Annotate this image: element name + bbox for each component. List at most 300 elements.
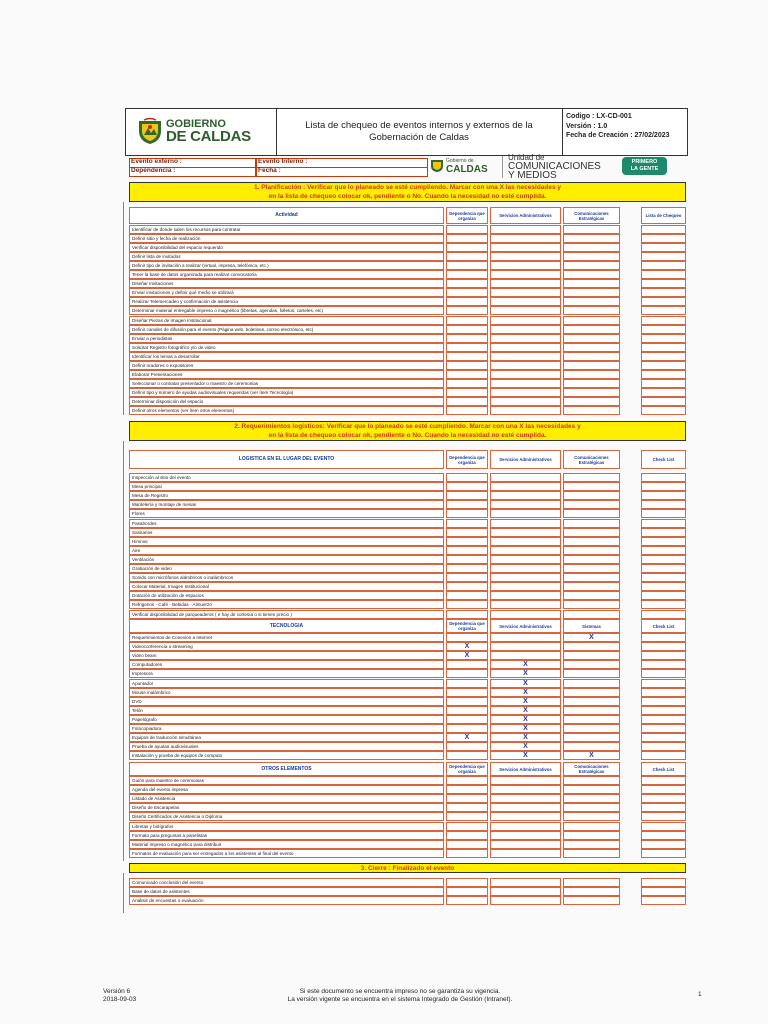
mark-cell[interactable] <box>563 352 620 361</box>
mark-cell[interactable] <box>563 270 620 279</box>
mark-cell[interactable] <box>563 500 620 509</box>
mark-cell[interactable] <box>563 388 620 397</box>
row-label: Verificar disponibilidad de parqueaderos ( e hay de cortesía o si tienen precio ) <box>129 610 444 619</box>
checklist-cell[interactable] <box>641 325 686 334</box>
column-header: Servicios Administrativos <box>490 619 561 633</box>
mark-cell[interactable] <box>490 334 561 343</box>
mark-cell[interactable] <box>446 519 488 528</box>
checklist-cell[interactable] <box>641 473 686 482</box>
mark-cell[interactable] <box>446 573 488 582</box>
mark-cell[interactable] <box>446 406 488 415</box>
mark-cell[interactable] <box>490 822 561 831</box>
mark-cell[interactable] <box>446 270 488 279</box>
mark-cell[interactable] <box>563 812 620 821</box>
mark-cell[interactable] <box>446 591 488 600</box>
mark-cell[interactable] <box>490 537 561 546</box>
mark-cell[interactable] <box>563 794 620 803</box>
checklist-cell[interactable] <box>641 528 686 537</box>
mark-cell[interactable] <box>563 528 620 537</box>
mark-cell[interactable] <box>490 261 561 270</box>
mark-cell[interactable] <box>446 633 488 642</box>
coat-of-arms-icon <box>136 117 164 145</box>
checklist-cell[interactable] <box>641 776 686 785</box>
mark-cell[interactable] <box>446 528 488 537</box>
mark-cell[interactable] <box>563 573 620 582</box>
mark-cell[interactable] <box>490 519 561 528</box>
mark-cell[interactable]: X <box>490 669 561 678</box>
mark-cell[interactable] <box>446 252 488 261</box>
mark-cell[interactable] <box>563 724 620 733</box>
mark-cell[interactable] <box>490 582 561 591</box>
badge-line2: LA GENTE <box>630 165 659 172</box>
mark-cell[interactable] <box>446 482 488 491</box>
mark-cell[interactable] <box>446 822 488 831</box>
mark-cell[interactable] <box>563 370 620 379</box>
row-label: Definir tipo y número de ayudas audiovisuales requeridas (ver ítem Tecnología) <box>129 388 444 397</box>
mark-cell[interactable]: X <box>490 688 561 697</box>
mark-cell[interactable] <box>490 482 561 491</box>
org-name-big: DE CALDAS <box>166 128 251 145</box>
mark-cell[interactable] <box>563 243 620 252</box>
mark-cell[interactable] <box>446 679 488 688</box>
checklist-cell[interactable] <box>641 849 686 858</box>
mark-cell[interactable] <box>446 600 488 609</box>
mark-cell[interactable] <box>563 610 620 619</box>
checklist-cell[interactable] <box>641 582 686 591</box>
mark-cell[interactable] <box>446 397 488 406</box>
mark-cell[interactable] <box>490 379 561 388</box>
checklist-cell[interactable] <box>641 279 686 288</box>
checklist-cell[interactable] <box>641 794 686 803</box>
checklist-cell[interactable] <box>641 896 686 905</box>
mark-cell[interactable]: X <box>490 660 561 669</box>
mark-cell[interactable] <box>490 878 561 887</box>
mark-cell[interactable] <box>446 546 488 555</box>
mark-cell[interactable] <box>563 555 620 564</box>
mark-cell[interactable] <box>446 803 488 812</box>
mark-cell[interactable] <box>563 849 620 858</box>
mark-cell[interactable] <box>563 600 620 609</box>
mark-cell[interactable] <box>490 288 561 297</box>
row-label: Equipos de traducción simultánea <box>129 733 444 742</box>
mark-cell[interactable] <box>490 406 561 415</box>
mark-cell[interactable] <box>490 370 561 379</box>
mark-cell[interactable] <box>563 776 620 785</box>
mark-cell[interactable] <box>490 840 561 849</box>
table-row <box>129 546 686 555</box>
column-header: Servicios Administrativos <box>490 762 561 776</box>
table-row <box>129 651 686 660</box>
mark-cell[interactable] <box>490 270 561 279</box>
mark-cell[interactable] <box>563 546 620 555</box>
checklist-cell[interactable] <box>641 555 686 564</box>
date-field[interactable] <box>256 167 428 177</box>
checklist-cell[interactable] <box>641 537 686 546</box>
section2-border <box>123 441 124 861</box>
mark-cell[interactable] <box>563 688 620 697</box>
checklist-cell[interactable] <box>641 878 686 887</box>
mark-cell[interactable] <box>446 706 488 715</box>
mark-cell[interactable] <box>490 473 561 482</box>
mark-cell[interactable] <box>446 361 488 370</box>
checklist-cell[interactable] <box>641 688 686 697</box>
mark-cell[interactable] <box>446 537 488 546</box>
checklist-cell[interactable] <box>641 633 686 642</box>
mark-cell[interactable] <box>490 252 561 261</box>
checklist-cell[interactable] <box>641 706 686 715</box>
checklist-cell[interactable] <box>641 352 686 361</box>
mark-cell[interactable] <box>446 878 488 887</box>
mark-cell[interactable] <box>563 697 620 706</box>
mark-cell[interactable] <box>490 564 561 573</box>
mark-cell[interactable] <box>563 343 620 352</box>
mark-cell[interactable] <box>446 279 488 288</box>
mark-cell[interactable] <box>563 651 620 660</box>
mark-cell[interactable] <box>490 633 561 642</box>
mark-cell[interactable] <box>446 849 488 858</box>
checklist-cell[interactable] <box>641 343 686 352</box>
mark-cell[interactable] <box>446 660 488 669</box>
mark-cell[interactable] <box>490 776 561 785</box>
checklist-cell[interactable] <box>641 733 686 742</box>
row-label: Refrigerios - Café - Bebidas - Almuerzo <box>129 600 444 609</box>
checklist-cell[interactable] <box>641 297 686 306</box>
logo-gob-small: Gobierno de <box>446 158 474 164</box>
checklist-cell[interactable] <box>641 564 686 573</box>
row-label: Video beam <box>129 651 444 660</box>
mark-cell[interactable] <box>490 343 561 352</box>
mark-cell[interactable] <box>490 500 561 509</box>
mark-cell[interactable] <box>490 896 561 905</box>
checklist-cell[interactable] <box>641 840 686 849</box>
mark-cell[interactable] <box>563 406 620 415</box>
mark-cell[interactable] <box>490 388 561 397</box>
checklist-cell[interactable] <box>641 361 686 370</box>
checklist-cell[interactable] <box>641 803 686 812</box>
table-row <box>129 610 686 619</box>
mark-cell[interactable] <box>490 573 561 582</box>
footer-note-line2: La versión vigente se encuentra en el sistema Integrado de Gestión (Intranet). <box>287 996 513 1003</box>
mark-cell[interactable] <box>563 252 620 261</box>
mark-cell[interactable]: X <box>490 733 561 742</box>
mark-cell[interactable] <box>563 785 620 794</box>
mark-cell[interactable] <box>563 225 620 234</box>
mark-cell[interactable] <box>490 316 561 325</box>
table-row <box>129 306 686 315</box>
table-row <box>129 633 686 642</box>
checklist-cell[interactable] <box>641 379 686 388</box>
checklist-cell[interactable] <box>641 519 686 528</box>
mark-cell[interactable] <box>446 697 488 706</box>
row-label: Definir canales de difusión para el evento (Página web, boletines, correo electrónico, etc) <box>129 325 444 334</box>
mark-cell[interactable] <box>563 316 620 325</box>
mark-cell[interactable] <box>446 388 488 397</box>
mark-cell[interactable] <box>446 610 488 619</box>
checklist-cell[interactable] <box>641 243 686 252</box>
mark-cell[interactable]: X <box>490 724 561 733</box>
checklist-cell[interactable] <box>641 724 686 733</box>
checklist-cell[interactable] <box>641 831 686 840</box>
mark-cell[interactable] <box>563 325 620 334</box>
mark-cell[interactable] <box>446 715 488 724</box>
mark-cell[interactable] <box>446 831 488 840</box>
mark-cell[interactable] <box>490 785 561 794</box>
mark-cell[interactable] <box>563 887 620 896</box>
checklist-cell[interactable] <box>641 261 686 270</box>
mark-cell[interactable] <box>490 849 561 858</box>
mark-cell[interactable] <box>563 482 620 491</box>
table-row <box>129 669 686 678</box>
mark-cell[interactable] <box>563 822 620 831</box>
checklist-cell[interactable] <box>641 234 686 243</box>
checklist-cell[interactable] <box>641 491 686 500</box>
mark-cell[interactable] <box>446 343 488 352</box>
mark-cell[interactable] <box>563 491 620 500</box>
mark-cell[interactable]: X <box>446 651 488 660</box>
mark-cell[interactable] <box>446 352 488 361</box>
mark-cell[interactable] <box>490 306 561 315</box>
mark-cell[interactable] <box>563 582 620 591</box>
mark-cell[interactable] <box>446 509 488 518</box>
mark-cell[interactable] <box>563 733 620 742</box>
mark-cell[interactable] <box>490 491 561 500</box>
checklist-cell[interactable] <box>641 546 686 555</box>
checklist-cell[interactable] <box>641 651 686 660</box>
mark-cell[interactable]: X <box>563 751 620 760</box>
mark-cell[interactable] <box>446 491 488 500</box>
mark-cell[interactable] <box>563 509 620 518</box>
table-row <box>129 500 686 509</box>
checklist-cell[interactable] <box>641 573 686 582</box>
mark-cell[interactable] <box>446 325 488 334</box>
checklist-cell[interactable] <box>641 482 686 491</box>
row-label: Formatos de evaluación para ser entregados a los asistentes al final del evento <box>129 849 444 858</box>
checklist-cell[interactable] <box>641 252 686 261</box>
table-row <box>129 642 686 651</box>
footer-note-line1: Si este documento se encuentra impreso no se garantiza su vigencia. <box>299 988 501 995</box>
mark-cell[interactable]: X <box>490 697 561 706</box>
mark-cell[interactable] <box>446 379 488 388</box>
document-meta <box>566 112 670 141</box>
mark-cell[interactable] <box>446 724 488 733</box>
checklist-cell[interactable] <box>641 715 686 724</box>
checklist-cell[interactable] <box>641 306 686 315</box>
checklist-cell[interactable] <box>641 785 686 794</box>
mark-cell[interactable] <box>490 234 561 243</box>
table-row <box>129 473 686 482</box>
mark-cell[interactable]: X <box>490 751 561 760</box>
row-label: Base de datos de asistentes <box>129 887 444 896</box>
mark-cell[interactable] <box>490 352 561 361</box>
section3-banner <box>129 863 686 873</box>
mark-cell[interactable] <box>563 537 620 546</box>
checklist-cell[interactable] <box>641 406 686 415</box>
mark-cell[interactable] <box>563 840 620 849</box>
mark-cell[interactable] <box>563 473 620 482</box>
mark-cell[interactable] <box>446 234 488 243</box>
mark-cell[interactable] <box>446 751 488 760</box>
mark-cell[interactable] <box>563 896 620 905</box>
mark-cell[interactable] <box>563 519 620 528</box>
mark-cell[interactable] <box>490 546 561 555</box>
mark-cell[interactable] <box>490 225 561 234</box>
mark-cell[interactable] <box>446 555 488 564</box>
mark-cell[interactable] <box>490 279 561 288</box>
document-code: Codigo : LX-CD-001 <box>566 113 632 120</box>
mark-cell[interactable] <box>563 361 620 370</box>
row-label: Definir otros elementos (ver ítem otros elementos) <box>129 406 444 415</box>
mark-cell[interactable] <box>490 642 561 651</box>
mark-cell[interactable] <box>446 840 488 849</box>
mark-cell[interactable] <box>446 742 488 751</box>
mark-cell[interactable] <box>563 564 620 573</box>
section1-border <box>123 202 124 415</box>
checklist-cell[interactable] <box>641 610 686 619</box>
mark-cell[interactable] <box>563 397 620 406</box>
mark-cell[interactable] <box>563 803 620 812</box>
mark-cell[interactable] <box>563 234 620 243</box>
mark-cell[interactable] <box>563 831 620 840</box>
mark-cell[interactable] <box>563 261 620 270</box>
row-label: Enviar invitaciones y definir qué medio se utilizará <box>129 288 444 297</box>
mark-cell[interactable] <box>446 669 488 678</box>
row-label: Requerimientos de Conexión a Internet <box>129 633 444 642</box>
section1-banner-line1: 1. Planificación : Verificar que lo planeado se esté cumpliendo. Marcar con una X las necesidades y <box>253 184 562 191</box>
mark-cell[interactable] <box>490 803 561 812</box>
mark-cell[interactable] <box>490 610 561 619</box>
mark-cell[interactable] <box>490 591 561 600</box>
mark-cell[interactable] <box>490 325 561 334</box>
checklist-cell[interactable] <box>641 316 686 325</box>
mark-cell[interactable] <box>490 297 561 306</box>
logo-gob-big: CALDAS <box>446 164 488 175</box>
checklist-cell[interactable] <box>641 669 686 678</box>
mark-cell[interactable] <box>490 831 561 840</box>
row-label: Himnos <box>129 537 444 546</box>
checklist-cell[interactable] <box>641 642 686 651</box>
mark-cell[interactable] <box>446 887 488 896</box>
mark-cell[interactable] <box>446 582 488 591</box>
checklist-cell[interactable] <box>641 600 686 609</box>
mark-cell[interactable] <box>446 316 488 325</box>
mark-cell[interactable] <box>446 785 488 794</box>
mark-cell[interactable] <box>490 243 561 252</box>
table-row <box>129 491 686 500</box>
mark-cell[interactable]: X <box>563 633 620 642</box>
column-header: Dependencia que organiza <box>446 450 488 469</box>
mark-cell[interactable] <box>490 812 561 821</box>
row-label: Sonido con micrófonos alámbricos o inalámbricos <box>129 573 444 582</box>
table-row <box>129 334 686 343</box>
mark-cell[interactable] <box>490 509 561 518</box>
table-row <box>129 297 686 306</box>
mark-cell[interactable]: X <box>490 679 561 688</box>
checklist-cell[interactable] <box>641 397 686 406</box>
mark-cell[interactable] <box>563 669 620 678</box>
row-label: Material impreso o magnético para distribuir <box>129 840 444 849</box>
mark-cell[interactable] <box>490 555 561 564</box>
mark-cell[interactable] <box>563 715 620 724</box>
mark-cell[interactable] <box>563 660 620 669</box>
mark-cell[interactable] <box>446 261 488 270</box>
mark-cell[interactable] <box>446 297 488 306</box>
mark-cell[interactable] <box>563 279 620 288</box>
mark-cell[interactable]: X <box>490 715 561 724</box>
checklist-cell[interactable] <box>641 697 686 706</box>
mark-cell[interactable] <box>490 887 561 896</box>
mark-cell[interactable] <box>490 397 561 406</box>
mark-cell[interactable] <box>490 361 561 370</box>
mark-cell[interactable] <box>563 288 620 297</box>
mark-cell[interactable] <box>446 370 488 379</box>
other-elements-table-header <box>129 762 686 776</box>
checklist-cell[interactable] <box>641 591 686 600</box>
mark-cell[interactable] <box>490 600 561 609</box>
mark-cell[interactable] <box>490 528 561 537</box>
checklist-cell[interactable] <box>641 822 686 831</box>
checklist-cell[interactable] <box>641 270 686 279</box>
mark-cell[interactable] <box>446 334 488 343</box>
mark-cell[interactable] <box>446 896 488 905</box>
mark-cell[interactable] <box>446 243 488 252</box>
mark-cell[interactable] <box>446 794 488 803</box>
checklist-cell[interactable] <box>641 509 686 518</box>
mark-cell[interactable]: X <box>490 742 561 751</box>
row-label: Inspección al sitio del evento <box>129 473 444 482</box>
mark-cell[interactable] <box>563 642 620 651</box>
mark-cell[interactable] <box>446 288 488 297</box>
mark-cell[interactable] <box>446 776 488 785</box>
mark-cell[interactable] <box>446 564 488 573</box>
checklist-cell[interactable] <box>641 660 686 669</box>
checklist-cell[interactable] <box>641 500 686 509</box>
mark-cell[interactable] <box>563 878 620 887</box>
checklist-cell[interactable] <box>641 370 686 379</box>
checklist-cell[interactable] <box>641 887 686 896</box>
mark-cell[interactable] <box>563 297 620 306</box>
mark-cell[interactable] <box>563 679 620 688</box>
table-row <box>129 660 686 669</box>
mark-cell[interactable]: X <box>490 706 561 715</box>
checklist-cell[interactable] <box>641 812 686 821</box>
mark-cell[interactable]: X <box>446 642 488 651</box>
mark-cell[interactable] <box>563 379 620 388</box>
mark-cell[interactable] <box>563 742 620 751</box>
checklist-cell[interactable] <box>641 225 686 234</box>
mark-cell[interactable] <box>446 306 488 315</box>
checklist-cell[interactable] <box>641 742 686 751</box>
checklist-cell[interactable] <box>641 679 686 688</box>
mark-cell[interactable] <box>446 500 488 509</box>
mark-cell[interactable] <box>490 794 561 803</box>
column-header: LOGISTICA EN EL LUGAR DEL EVENTO <box>129 450 444 469</box>
mark-cell[interactable] <box>490 651 561 660</box>
mark-cell[interactable] <box>563 591 620 600</box>
section1-banner <box>129 182 686 202</box>
checklist-cell[interactable] <box>641 334 686 343</box>
checklist-cell[interactable] <box>641 751 686 760</box>
mark-cell[interactable] <box>446 812 488 821</box>
checklist-cell[interactable] <box>641 388 686 397</box>
mark-cell[interactable] <box>446 473 488 482</box>
mark-cell[interactable] <box>446 225 488 234</box>
mark-cell[interactable] <box>563 306 620 315</box>
mark-cell[interactable]: X <box>446 733 488 742</box>
mark-cell[interactable] <box>563 706 620 715</box>
mark-cell[interactable] <box>563 334 620 343</box>
mark-cell[interactable] <box>446 688 488 697</box>
checklist-cell[interactable] <box>641 288 686 297</box>
